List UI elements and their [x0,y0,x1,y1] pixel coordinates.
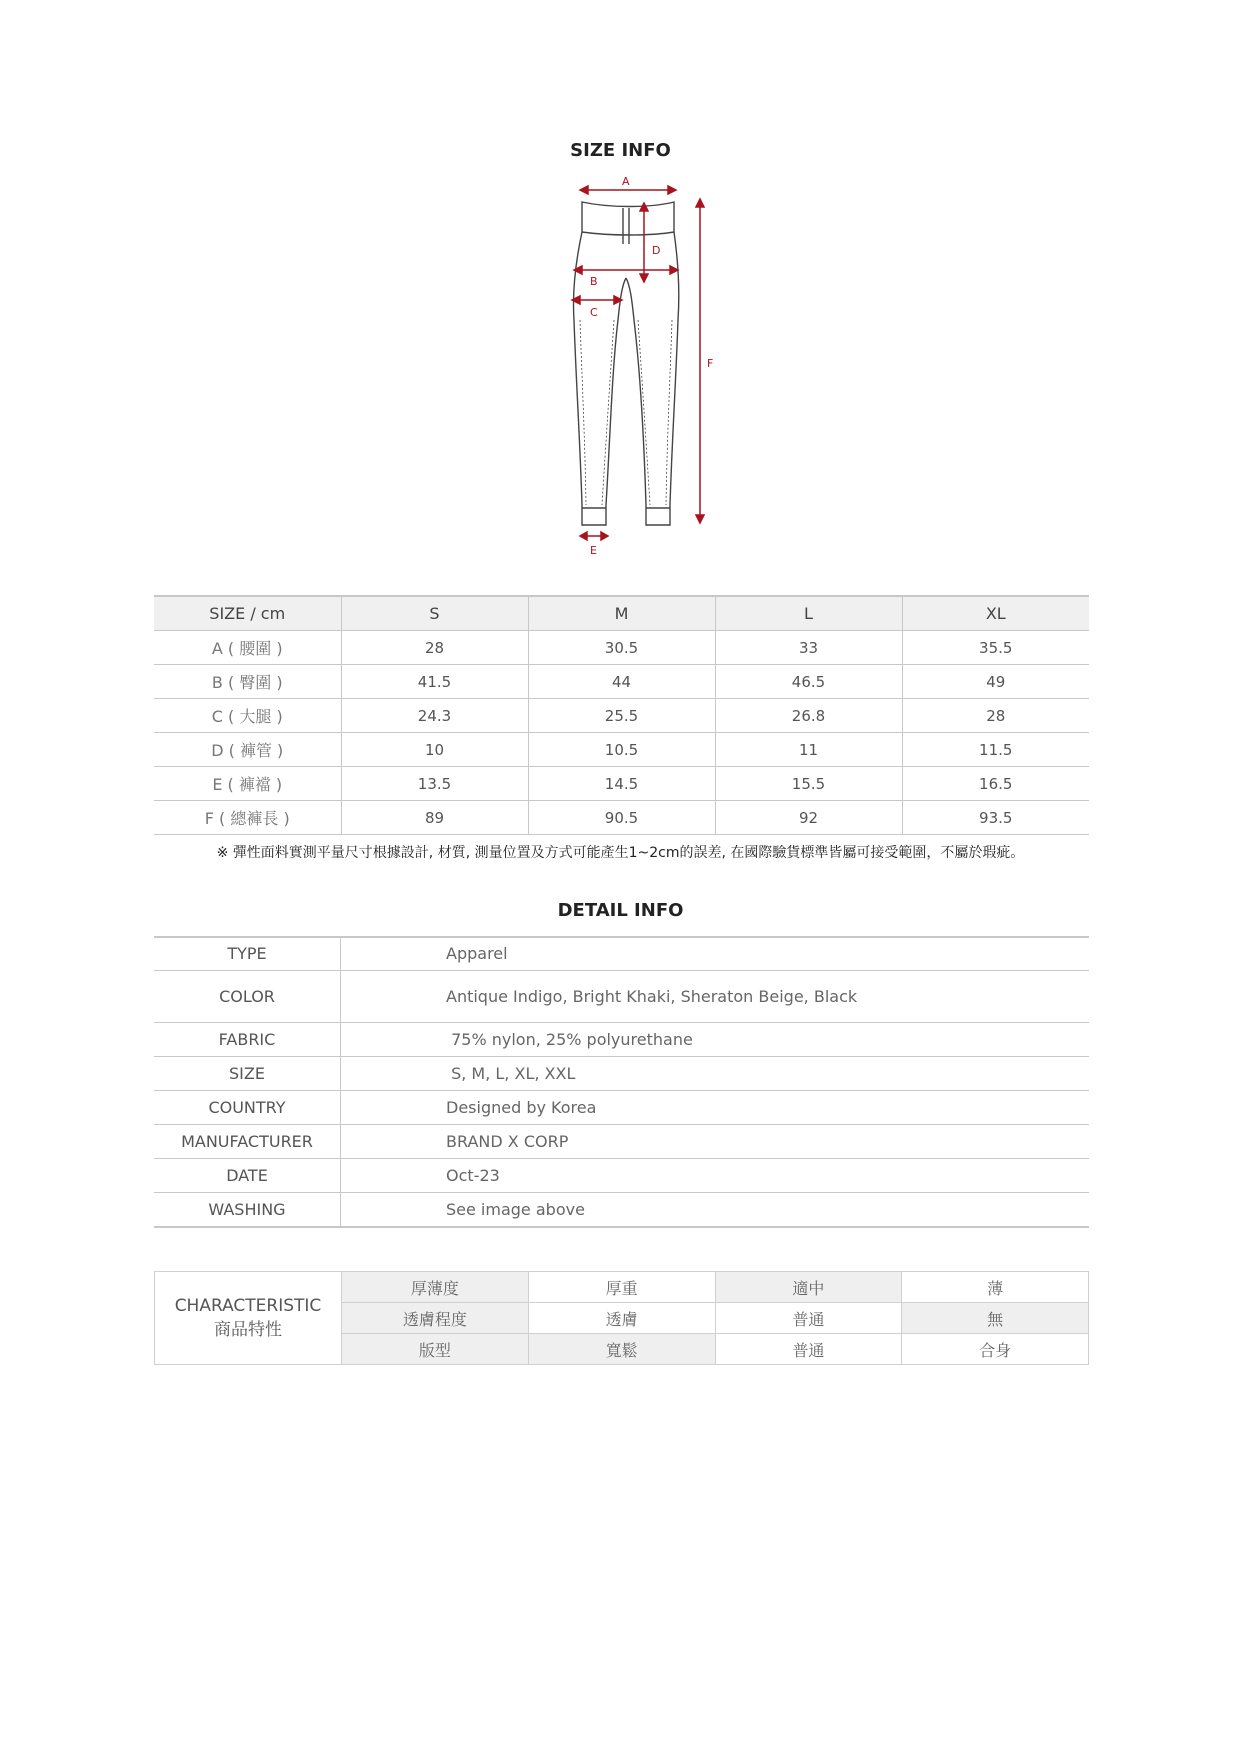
size-info-title: SIZE INFO [570,140,671,161]
detail-label: COUNTRY [154,1090,341,1124]
cell: 33 [715,631,902,665]
row-label: A ( 腰圍 ) [154,631,341,665]
cell: 89 [341,801,528,835]
detail-row-color [154,970,1089,1022]
char-option: 透膚 [528,1303,715,1334]
row-label: F ( 總褲長 ) [154,801,341,835]
cell: 28 [902,699,1089,733]
detail-row-size [154,1056,1089,1090]
detail-label: SIZE [154,1056,341,1090]
cell: 28 [341,631,528,665]
detail-row-country [154,1090,1089,1124]
detail-value: S, M, L, XL, XXL [341,1056,1090,1090]
cell: 13.5 [341,767,528,801]
detail-row-type [154,937,1089,970]
cell: 26.8 [715,699,902,733]
detail-label: MANUFACTURER [154,1124,341,1158]
table-row [154,733,1089,767]
detail-label: DATE [154,1158,341,1192]
table-row [154,767,1089,801]
cell: 11.5 [902,733,1089,767]
detail-row-manufacturer [154,1124,1089,1158]
header-m: M [528,596,715,631]
cell: 16.5 [902,767,1089,801]
cell: 90.5 [528,801,715,835]
detail-value: Antique Indigo, Bright Khaki, Sheraton Beige, Black [341,970,1090,1022]
leggings-diagram [560,170,720,560]
table-row [154,801,1089,835]
char-option: 厚重 [528,1272,715,1303]
waistband-outline [582,202,674,235]
header-size-cm: SIZE / cm [154,596,341,631]
char-name: 厚薄度 [342,1272,529,1303]
header-xl: XL [902,596,1089,631]
detail-label: FABRIC [154,1022,341,1056]
label-f: F [707,357,714,370]
char-option: 合身 [902,1334,1089,1365]
char-name: 透膚程度 [342,1303,529,1334]
detail-label: TYPE [154,937,341,970]
cell: 15.5 [715,767,902,801]
cell: 93.5 [902,801,1089,835]
cell: 46.5 [715,665,902,699]
char-option: 寬鬆 [528,1334,715,1365]
cell: 10.5 [528,733,715,767]
cell: 10 [341,733,528,767]
detail-row-fabric [154,1022,1089,1056]
detail-label: WASHING [154,1192,341,1227]
characteristic-label-en: CHARACTERISTIC [174,1296,322,1316]
right-leg-outline [626,232,679,525]
detail-row-date [154,1158,1089,1192]
row-label: C ( 大腿 ) [154,699,341,733]
size-table-header [154,596,1089,631]
table-row [154,665,1089,699]
cell: 49 [902,665,1089,699]
cell: 25.5 [528,699,715,733]
table-row [154,631,1089,665]
char-option: 普通 [715,1303,902,1334]
left-leg-outline [573,232,626,525]
cell: 35.5 [902,631,1089,665]
measurement-note: ※ 彈性面料實測平量尺寸根據設計, 材質, 測量位置及方式可能產生1~2cm的誤差, 在國際驗貨標準皆屬可接受範圍，不屬於瑕疵。 [216,845,1025,861]
cell: 24.3 [341,699,528,733]
detail-table [154,936,1089,1228]
header-l: L [715,596,902,631]
row-label: D ( 褲管 ) [154,733,341,767]
cell: 44 [528,665,715,699]
label-d: D [652,244,661,257]
detail-label: COLOR [154,970,341,1022]
cell: 30.5 [528,631,715,665]
detail-value: BRAND X CORP [341,1124,1090,1158]
char-row-thickness [155,1272,1089,1303]
row-label: E ( 褲襠 ) [154,767,341,801]
char-option: 薄 [902,1272,1089,1303]
cell: 92 [715,801,902,835]
table-row [154,699,1089,733]
label-b: B [590,275,598,288]
header-s: S [341,596,528,631]
detail-value: Designed by Korea [341,1090,1090,1124]
char-name: 版型 [342,1334,529,1365]
characteristic-label [155,1272,342,1365]
label-a: A [622,175,630,188]
size-table [154,595,1089,835]
characteristic-table [154,1271,1089,1365]
detail-value: Apparel [341,937,1090,970]
detail-value: Oct-23 [341,1158,1090,1192]
characteristic-label-zh: 商品特性 [214,1320,282,1340]
char-option: 適中 [715,1272,902,1303]
cell: 41.5 [341,665,528,699]
label-c: C [590,306,598,319]
detail-info-title: DETAIL INFO [557,900,684,921]
char-option: 普通 [715,1334,902,1365]
detail-value: 75% nylon, 25% polyurethane [341,1022,1090,1056]
cell: 11 [715,733,902,767]
detail-row-washing [154,1192,1089,1227]
label-e: E [590,544,597,557]
detail-value: See image above [341,1192,1090,1227]
row-label: B ( 臀圍 ) [154,665,341,699]
cell: 14.5 [528,767,715,801]
char-option: 無 [902,1303,1089,1334]
